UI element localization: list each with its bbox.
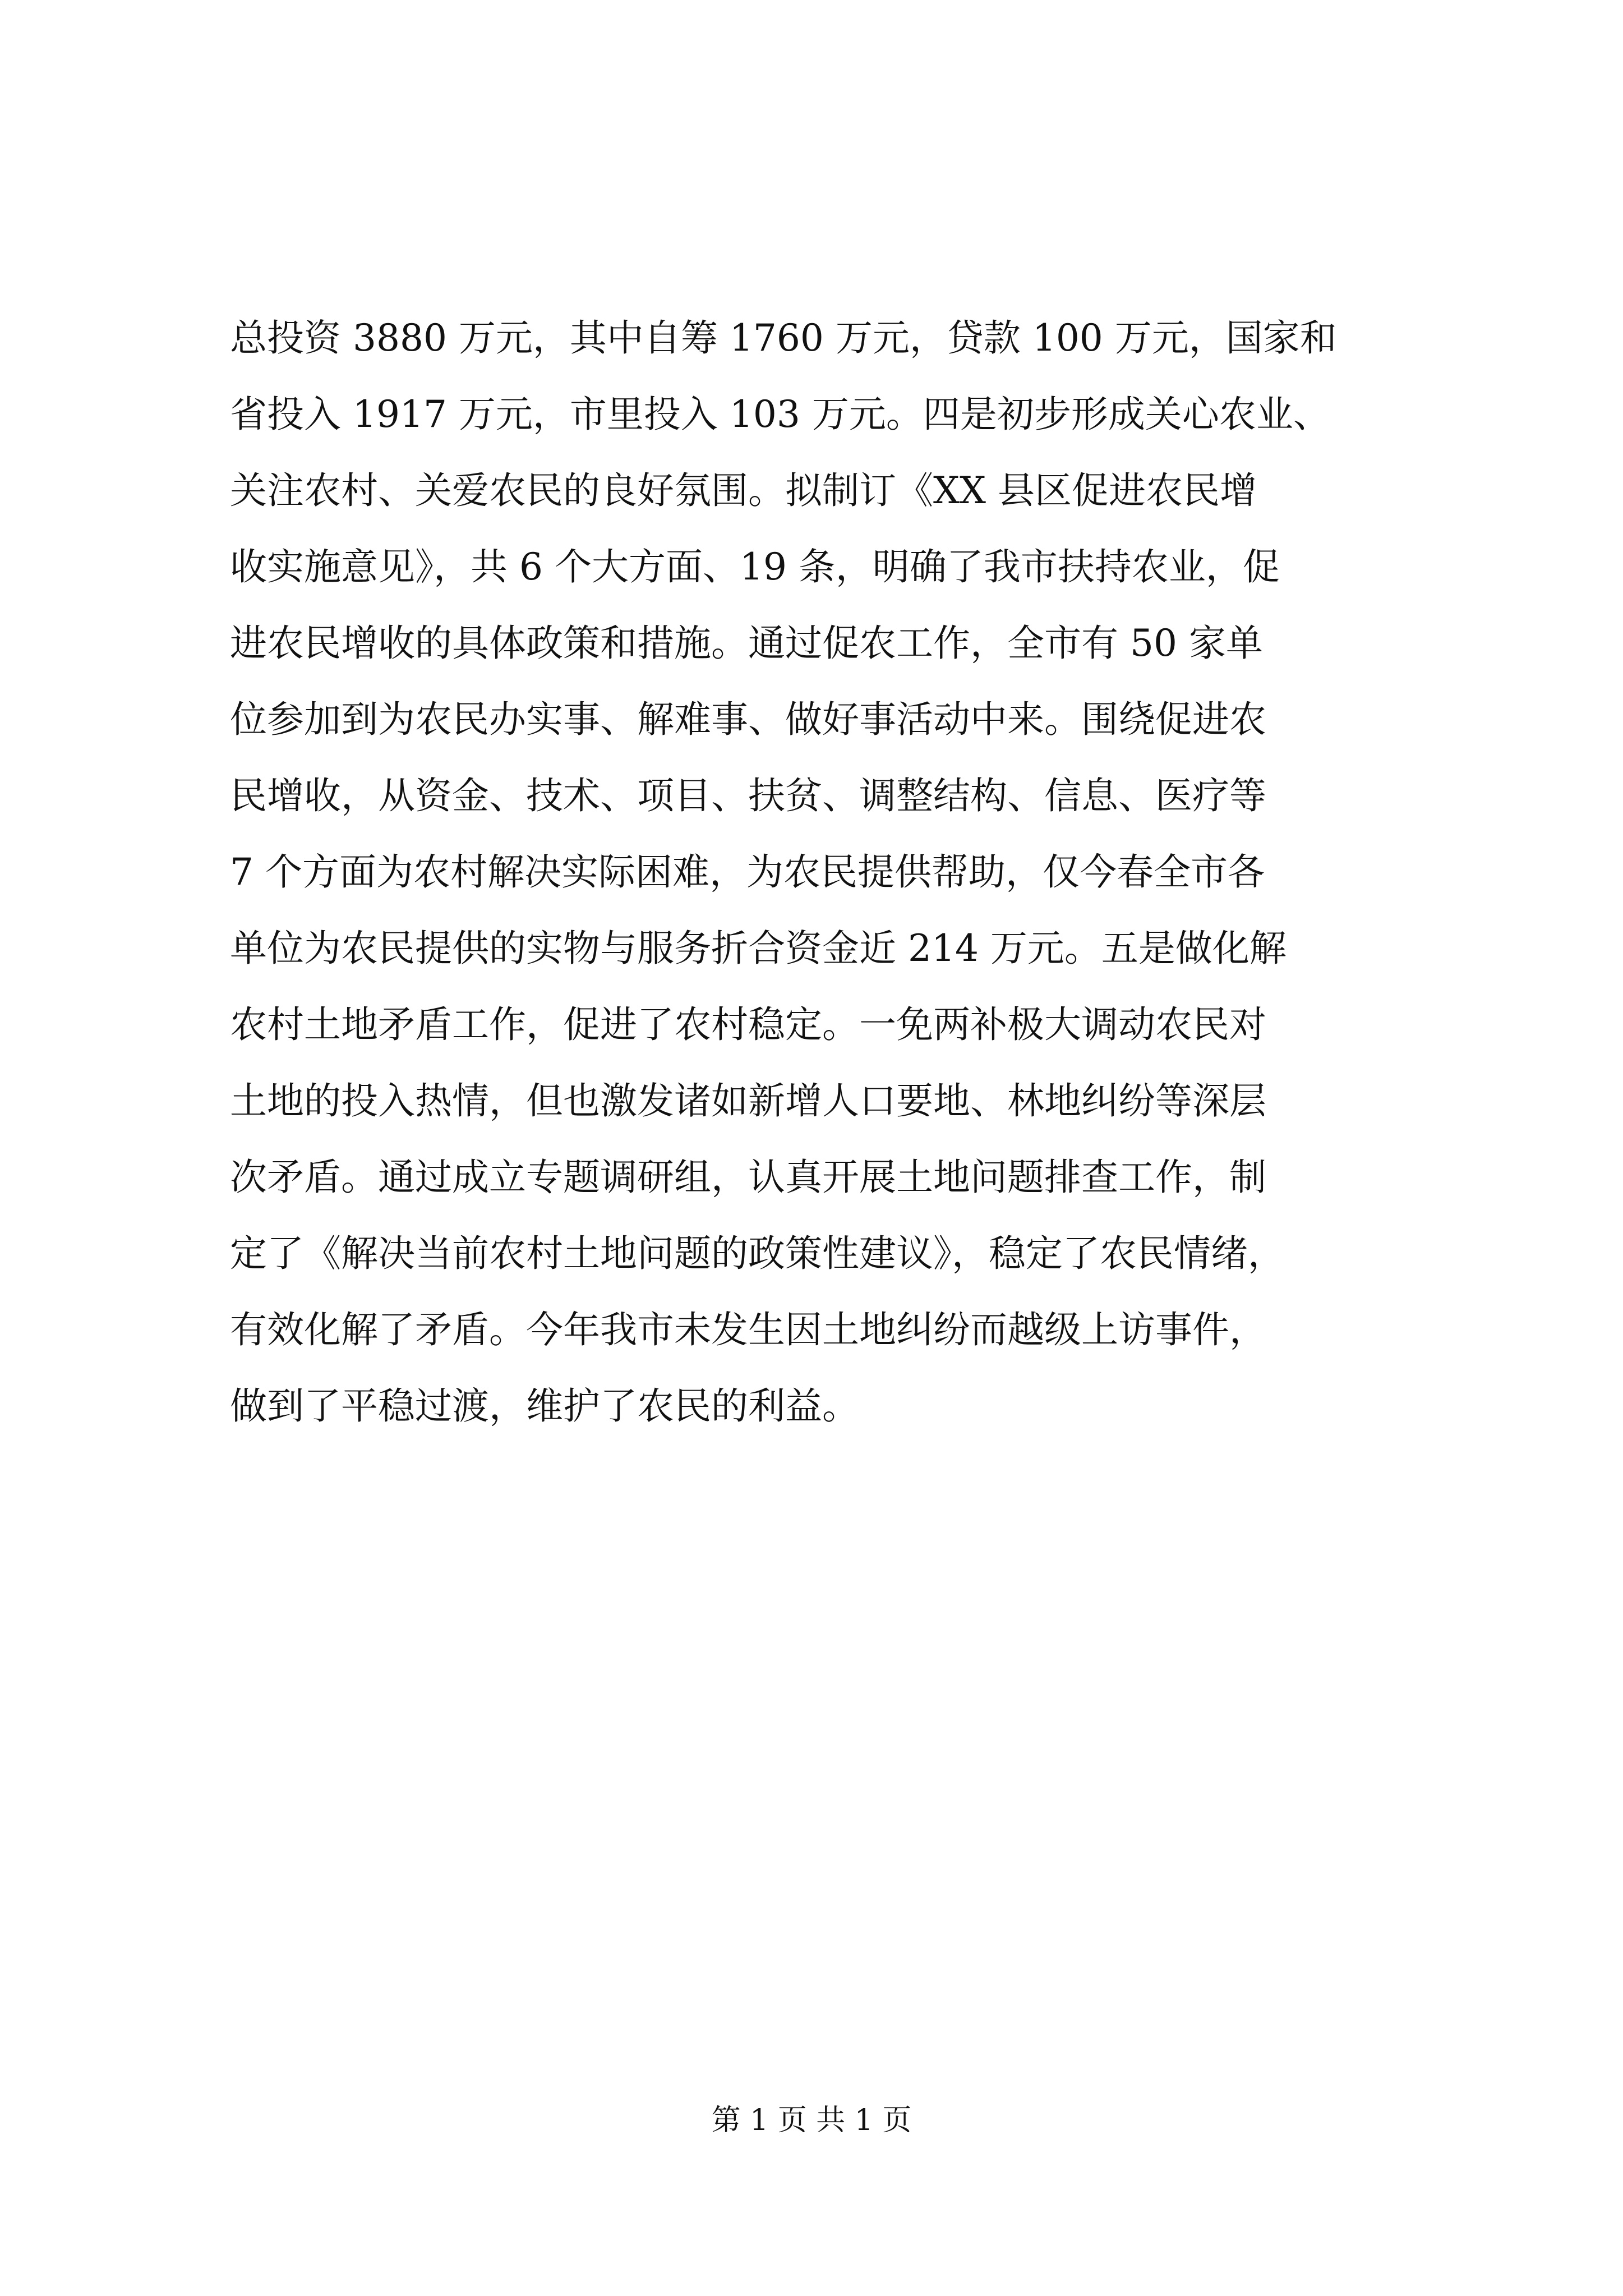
text-line: 农村土地矛盾工作，促进了农村稳定。一免两补极大调动农民对 — [230, 1003, 1266, 1046]
text-line: 总投资 3880 万元，其中自筹 1760 万元，贷款 100 万元，国家和 — [230, 316, 1337, 360]
text-line: 民增收，从资金、技术、项目、扶贫、调整结构、信息、医疗等 — [230, 774, 1266, 817]
text-line: 省投入 1917 万元，市里投入 103 万元。四是初步形成关心农业、 — [230, 393, 1330, 436]
text-line: 进农民增收的具体政策和措施。通过促农工作，全市有 50 家单 — [230, 622, 1263, 665]
text-line: 定了《解决当前农村土地问题的政策性建议》，稳定了农民情绪， — [230, 1232, 1285, 1275]
text-line: 收实施意见》，共 6 个大方面、19 条，明确了我市扶持农业，促 — [230, 545, 1280, 588]
text-line: 有效化解了矛盾。今年我市未发生因土地纠纷而越级上访事件， — [230, 1308, 1266, 1351]
text-line: 7 个方面为农村解决实际困难，为农民提供帮助，仅今春全市各 — [230, 850, 1265, 894]
text-line: 单位为农民提供的实物与服务折合资金近 214 万元。五是做化解 — [230, 927, 1287, 970]
body-paragraph — [230, 300, 1436, 1444]
text-line: 关注农村、关爱农民的良好氛围。拟制订《XX 县区促进农民增 — [230, 469, 1257, 512]
text-line: 次矛盾。通过成立专题调研组，认真开展土地问题排查工作，制 — [230, 1156, 1266, 1199]
page-number-footer: 第 1 页 共 1 页 — [711, 2104, 912, 2137]
text-line: 位参加到为农民办实事、解难事、做好事活动中来。围绕促进农 — [230, 698, 1266, 741]
text-line: 土地的投入热情，但也激发诸如新增人口要地、林地纠纷等深层 — [230, 1079, 1266, 1122]
text-line: 做到了平稳过渡，维护了农民的利益。 — [230, 1384, 859, 1428]
